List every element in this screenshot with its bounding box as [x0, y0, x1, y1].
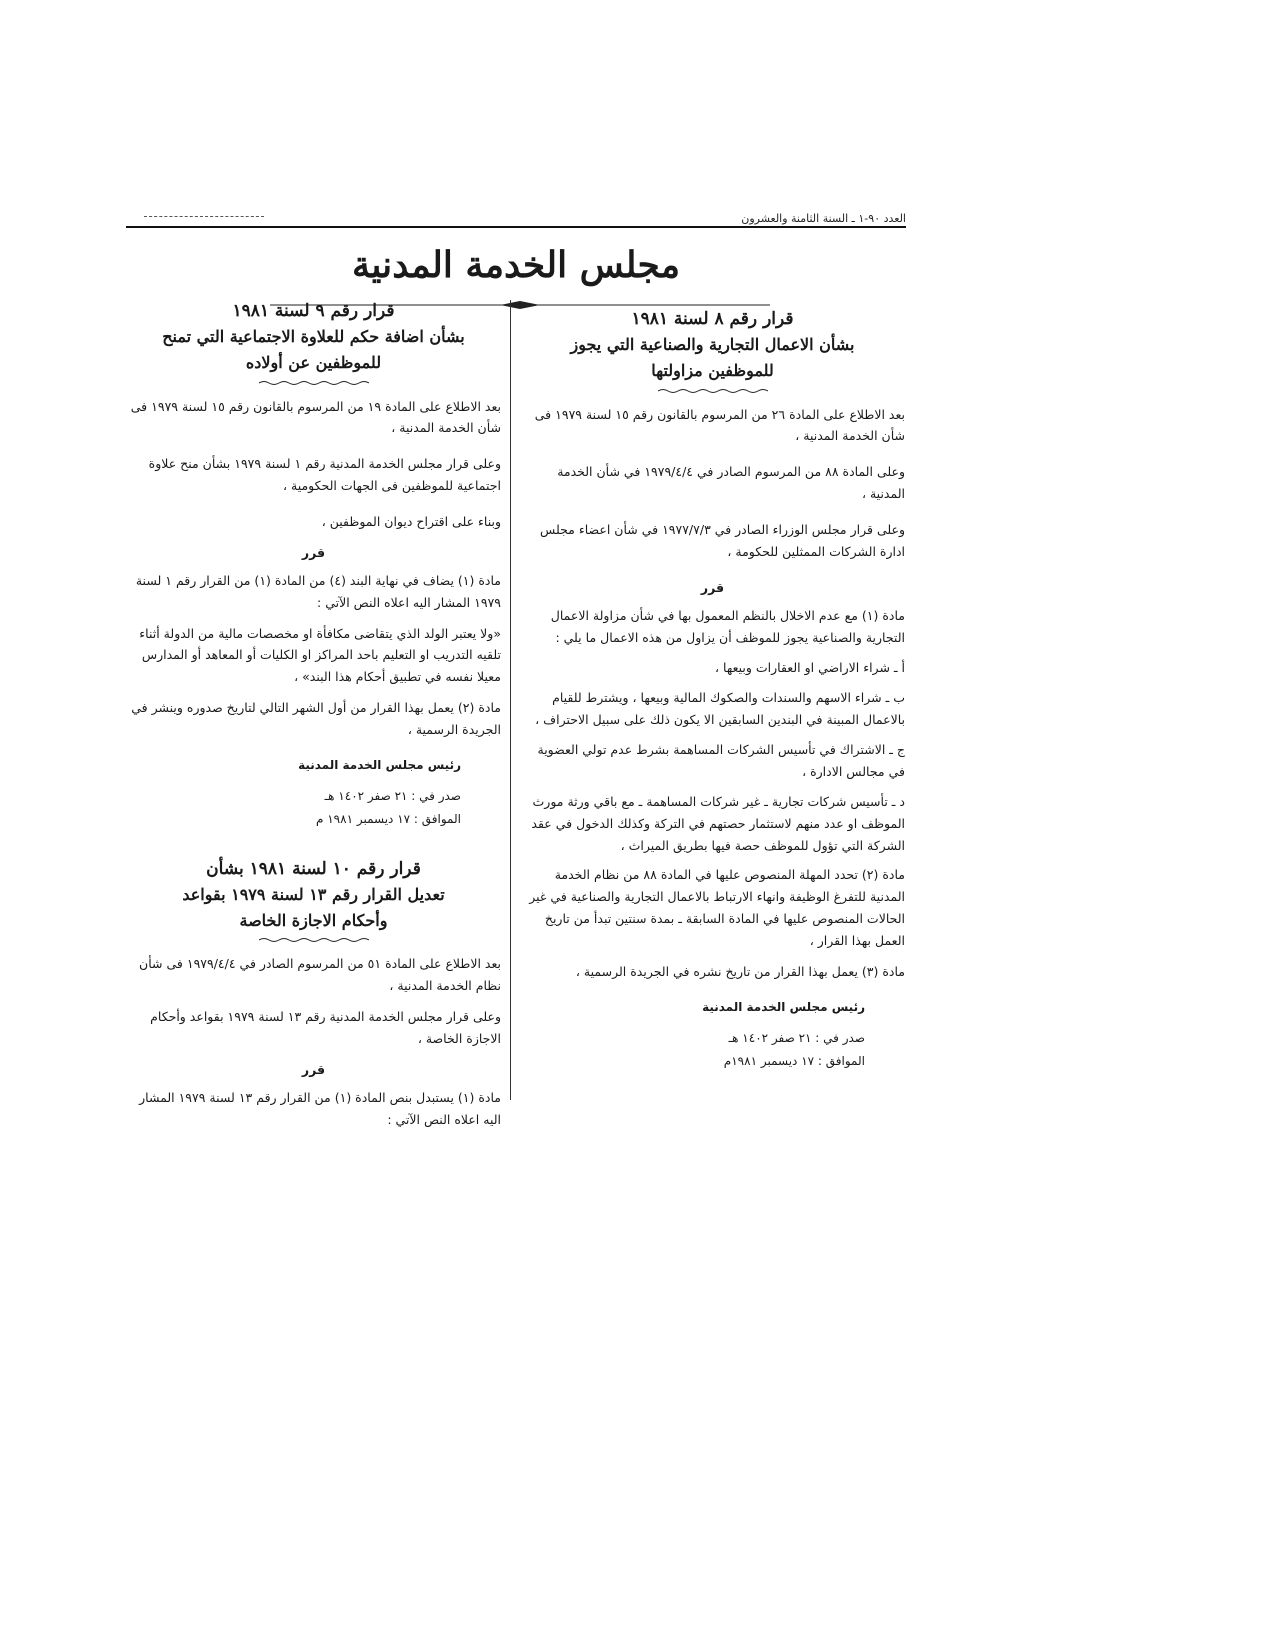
decision-10-preamble-2: وعلى قرار مجلس الخدمة المدنية رقم ١٣ لسنة ١٩٧٩ بقواعد وأحكام الاجازة الخاصة ،	[150, 1009, 501, 1047]
decision-8-article-2: مادة (٢) تحدد المهلة المنصوص عليها في المادة ٨٨ من نظام الخدمة المدنية للتفرغ الوظيفة وانهاء الارتباط بالاعمال التجارية والصناعية في غير الحالات المنصوص عليها في المادة السابقة ـ بمدة سنتين تبدأ من تاريخ العمل بهذا القرار ،	[529, 867, 905, 949]
decisions-9-10	[126, 298, 501, 1140]
issue-line: العدد ٩٠-١ ـ السنة الثامنة والعشرون	[741, 212, 906, 225]
decision-9-corresponding: الموافق : ١٧ ديسمبر ١٩٨١ م	[315, 811, 461, 826]
decision-8-item-c: ج ـ الاشتراك في تأسيس الشركات المساهمة بشرط عدم تولي العضوية في مجالس الادارة ،	[537, 742, 905, 779]
decision-9-article-1: مادة (١) يضاف في نهاية البند (٤) من المادة (١) من القرار رقم ١ لسنة ١٩٧٩ المشار اليه اعلاه النص الآتي :	[135, 572, 501, 610]
decision-10	[126, 856, 501, 1131]
decision-9-article-2: مادة (٢) يعمل بهذا القرار من أول الشهر التالي لتاريخ صدوره وينشر في الجريدة الرسمية ،	[131, 700, 501, 738]
decision-8-item-d: د ـ تأسيس شركات تجارية ـ غير شركات المساهمة ـ مع باقي ورثة مورث الموظف او عدد منهم لاستثمار حصتهم في التركة وكذلك الدخول في عقد الشركة التي تؤول للموظف حصة فيها بطريق الميراث ،	[531, 793, 905, 853]
decision-8-subtitle-2: للموظفين مزاولتها	[651, 360, 774, 380]
decision-8	[520, 306, 905, 1074]
decision-8-subtitle-1: بشأن الاعمال التجارية والصناعية التي يجوز	[570, 335, 855, 355]
decision-9-preamble-1: بعد الاطلاع على المادة ١٩ من المرسوم بالقانون رقم ١٥ لسنة ١٩٧٩ فى شأن الخدمة المدنية ،	[130, 398, 501, 436]
decision-10-subtitle-2: وأحكام الاجازة الخاصة	[239, 910, 388, 930]
decision-10-subtitle-1: تعديل القرار رقم ١٣ لسنة ١٩٧٩ بقواعد	[182, 885, 445, 905]
decision-8-article-3: مادة (٣) يعمل بهذا القرار من تاريخ نشره في الجريدة الرسمية ،	[575, 963, 905, 979]
header-rule	[126, 226, 906, 228]
decision-8-preamble-3: وعلى قرار مجلس الوزراء الصادر في ١٩٧٧/٧/٣ في شأن اعضاء مجلس ادارة الشركات الممثلين للحكومة ،	[540, 522, 905, 559]
decision-9-decided: قرر	[301, 544, 326, 560]
decision-9-title: قرار رقم ٩ لسنة ١٩٨١	[232, 301, 395, 321]
decision-9-subtitle-2: للموظفين عن أولاده	[245, 352, 382, 372]
decision-9-subtitle-1: بشأن اضافة حكم للعلاوة الاجتماعية التي تمنح	[162, 327, 465, 347]
decision-8-preamble-2: وعلى المادة ٨٨ من المرسوم الصادر في ١٩٧٩/٤/٤ في شأن الخدمة المدنية ،	[557, 464, 905, 502]
decision-10-preamble-1: بعد الاطلاع على المادة ٥١ من المرسوم الصادر في ١٩٧٩/٤/٤ فى شأن نظام الخدمة المدنية ،	[139, 956, 501, 994]
decision-8-decided: قرر	[700, 579, 725, 595]
decision-10-decided: قرر	[301, 1061, 326, 1077]
decision-8-article-1: مادة (١) مع عدم الاخلال بالنظم المعمول بها في شأن مزاولة الاعمال التجارية والصناعية يجوز للموظف أن يزاول من هذه الاعمال ما يلي :	[550, 607, 905, 645]
decision-9-issued: صدر في : ٢١ صفر ١٤٠٢ هـ	[324, 788, 461, 803]
decision-8-item-a: أ ـ شراء الاراضي او العقارات وبيعها ،	[715, 660, 905, 676]
masthead-title: مجلس الخدمة المدنية	[352, 244, 680, 286]
decision-8-corresponding: الموافق : ١٧ ديسمبر ١٩٨١م	[723, 1053, 865, 1068]
decision-8-title: قرار رقم ٨ لسنة ١٩٨١	[631, 309, 794, 329]
decision-9-quote: «ولا يعتبر الولد الذي يتقاضى مكافأة او مخصصات مالية من الدولة أثناء تلقيه التدريب او التعليم باحد المراكز او الكليات أو المعاهد أو المدارس معيلا نفسه في تطبيق أحكام هذا البند» ،	[139, 625, 501, 685]
decision-8-preamble-1: بعد الاطلاع على المادة ٢٦ من المرسوم بالقانون رقم ١٥ لسنة ١٩٧٩ فى شأن الخدمة المدنية ،	[534, 406, 905, 444]
decision-8-item-b: ب ـ شراء الاسهم والسندات والصكوك المالية وبيعها ، ويشترط للقيام بالاعمال المبينة في البندين السابقين الا يكون ذلك على سبيل الاحتراف ،	[535, 690, 905, 728]
header-dashes	[144, 210, 264, 217]
decision-10-ornament	[259, 937, 369, 943]
decision-10-article-1: مادة (١) يستبدل بنص المادة (١) من القرار رقم ١٣ لسنة ١٩٧٩ المشار اليه اعلاه النص الآتي :	[139, 1089, 501, 1127]
decision-8-signer: رئيس مجلس الخدمة المدنية	[702, 999, 865, 1014]
column-divider	[510, 300, 511, 1100]
decision-8-ornament	[658, 388, 768, 394]
decision-9-ornament	[259, 380, 369, 386]
decision-9-signer: رئيس مجلس الخدمة المدنية	[298, 757, 461, 772]
decision-9-preamble-3: وبناء على اقتراح ديوان الموظفين ،	[321, 514, 501, 530]
decision-8-issued: صدر في : ٢١ صفر ١٤٠٢ هـ	[728, 1030, 865, 1045]
decision-9-preamble-2: وعلى قرار مجلس الخدمة المدنية رقم ١ لسنة ١٩٧٩ بشأن منح علاوة اجتماعية للموظفين فى الجهات الحكومية ،	[148, 456, 501, 494]
decision-10-title: قرار رقم ١٠ لسنة ١٩٨١ بشأن	[206, 858, 421, 879]
